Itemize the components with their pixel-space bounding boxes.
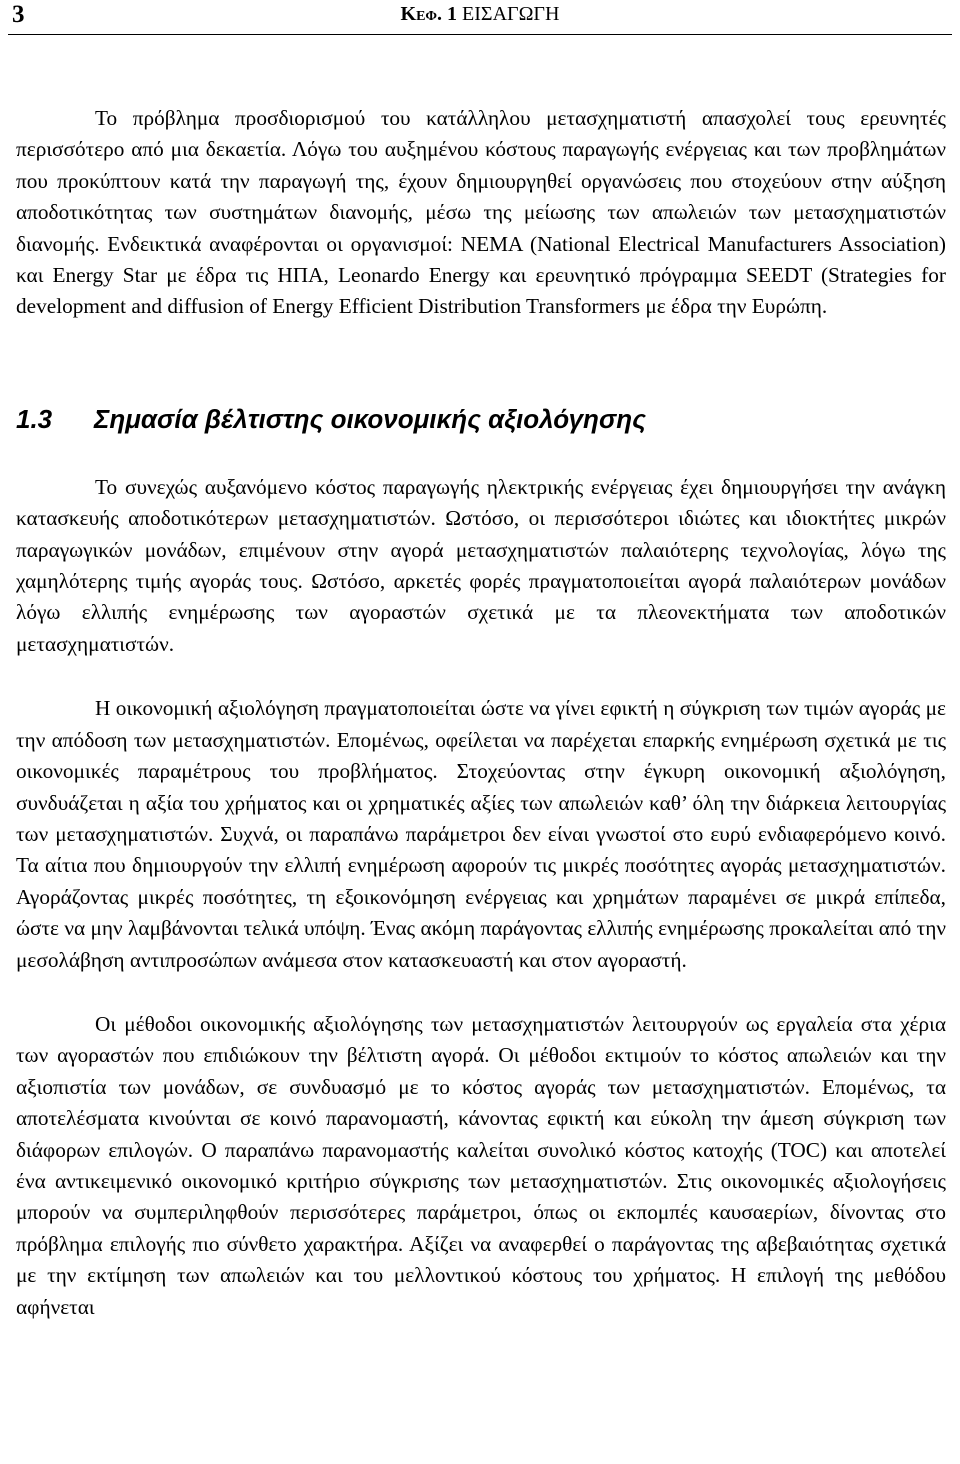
section-title: Σημασία βέλτιστης οικονομικής αξιολόγησης xyxy=(94,403,646,434)
section-number: 1.3 xyxy=(16,403,53,434)
paragraph-3: Οι μέθοδοι οικονομικής αξιολόγησης των μετασχηματιστών λειτουργούν ως εργαλεία στα χέρια των αγοραστών που επιδιώκουν την βέλτιστη αγορά. Οι μέθοδοι εκτιμούν το κόστος απωλειών και την αξιοπιστία των μονάδων, σε συνδυασμό με το κόστος αγοράς των μετασχηματιστών. Επομένως, τα αποτελέσματα κινούνται σε κοινό παρανομαστή, κάνοντας εφικτή και εύκολη την άμεση σύγκριση των διάφορων επιλογών. Ο παραπάνω παρανομαστής καλείται συνολικό κόστος κατοχής (TOC) και αποτελεί ένα αντικειμενικό οικονομικό κριτήριο σύγκρισης των μετασχηματιστών. Στις οικονομικές αξιολογήσεις μπορούν να συμπεριληφθούν περισσότερες παράμετροι, όπως οι εκπομπές καυσαερίων, δίνοντας στο πρόβλημα επιλογής πιο σύνθετο χαρακτήρα. Αξίζει να αναφερθεί ο παράγοντας της αβεβαιότητας σχετικά με την εκτίμηση των απωλειών και του μελλοντικού κόστους του χρήματος. Η επιλογή της μεθόδου αφήνεται xyxy=(16,1011,946,1319)
section-heading xyxy=(16,403,946,435)
paragraph-2: Η οικονομική αξιολόγηση πραγματοποιείται ώστε να γίνει εφικτή η σύγκριση των τιμών αγοράς με την απόδοση των μετασχηματιστών. Επομένως, οφείλεται να παρέχεται επαρκής ενημέρωση σχετικά με τις οικονομικές παραμέτρους του προβλήματος. Στοχεύοντας στην έγκυρη οικονομική αξιολόγηση, συνδυάζεται η αξία του χρήματος και οι χρηματικές αξίες των απωλειών καθ’ όλη την διάρκεια λειτουργίας των μετασχηματιστών. Συχνά, οι παραπάνω παράμετροι δεν είναι γνωστοί στο ευρύ ενδιαφερόμενο κοινό. Τα αίτια που δημιουργούν την ελλιπή ενημέρωση αφορούν τις μικρές ποσότητες αγοράς μετασχηματιστών. Αγοράζοντας μικρές ποσότητες, τη εξοικονόμηση ενέργειας και χρημάτων παραμένει σε μικρά επίπεδα, ώστε να μην λαμβάνονται τελικά υπόψη. Ένας ακόμη παράγοντας ελλιπής ενημέρωσης προκαλείται από την μεσολάβηση αντιπροσώπων ανάμεσα στον κατασκευαστή και στον αγοραστή. xyxy=(16,696,946,972)
page-header xyxy=(0,0,960,36)
page-number: 3 xyxy=(12,1,25,28)
paragraph-intro: Το πρόβλημα προσδιορισμού του κατάλληλου μετασχηματιστή απασχολεί τους ερευνητές περισσότερο από μια δεκαετία. Λόγω του αυξημένου κόστους παραγωγής ενέργειας και των προβλημάτων που προκύπτουν κατά την παραγωγή της, έχουν δημιουργηθεί οργανώσεις που στοχεύουν στην αύξηση αποδοτικότητας των συστημάτων διανομής, μέσω της μείωσης των απωλειών των μετασχηματιστών διανομής. Ενδεικτικά αναφέρονται οι οργανισμοί: NEMA (National Electrical Manufacturers Association) και Energy Star με έδρα τις ΗΠΑ, Leonardo Energy και ερευνητικό πρόγραμμα SEEDT (Strategies for development and diffusion of Energy Efficient Distribution Transformers με έδρα την Ευρώπη. xyxy=(16,106,946,319)
header-divider xyxy=(8,34,952,35)
running-header xyxy=(0,2,960,26)
chapter-title: ΕΙΣΑΓΩΓΗ xyxy=(462,3,560,25)
chapter-label: Κεφ. 1 xyxy=(400,3,458,25)
page-body xyxy=(16,103,946,1323)
paragraph-1: Το συνεχώς αυξανόμενο κόστος παραγωγής ηλεκτρικής ενέργειας έχει δημιουργήσει την ανάγκη κατασκευής αποδοτικότερων μετασχηματιστών. Ωστόσο, οι περισσότεροι ιδιώτες και ιδιοκτήτες μικρών παραγωγικών μονάδων, επιμένουν στην αγορά μετασχηματιστών παλαιότερης τεχνολογίας, λόγω της χαμηλότερης τιμής αγοράς τους. Ωστόσο, αρκετές φορές πραγματοποιείται αγορά παλαιότερων μονάδων λόγω ελλιπής ενημέρωσης των αγοραστών σχετικά με τα πλεονεκτήματα των αποδοτικών μετασχηματιστών. xyxy=(16,474,946,656)
